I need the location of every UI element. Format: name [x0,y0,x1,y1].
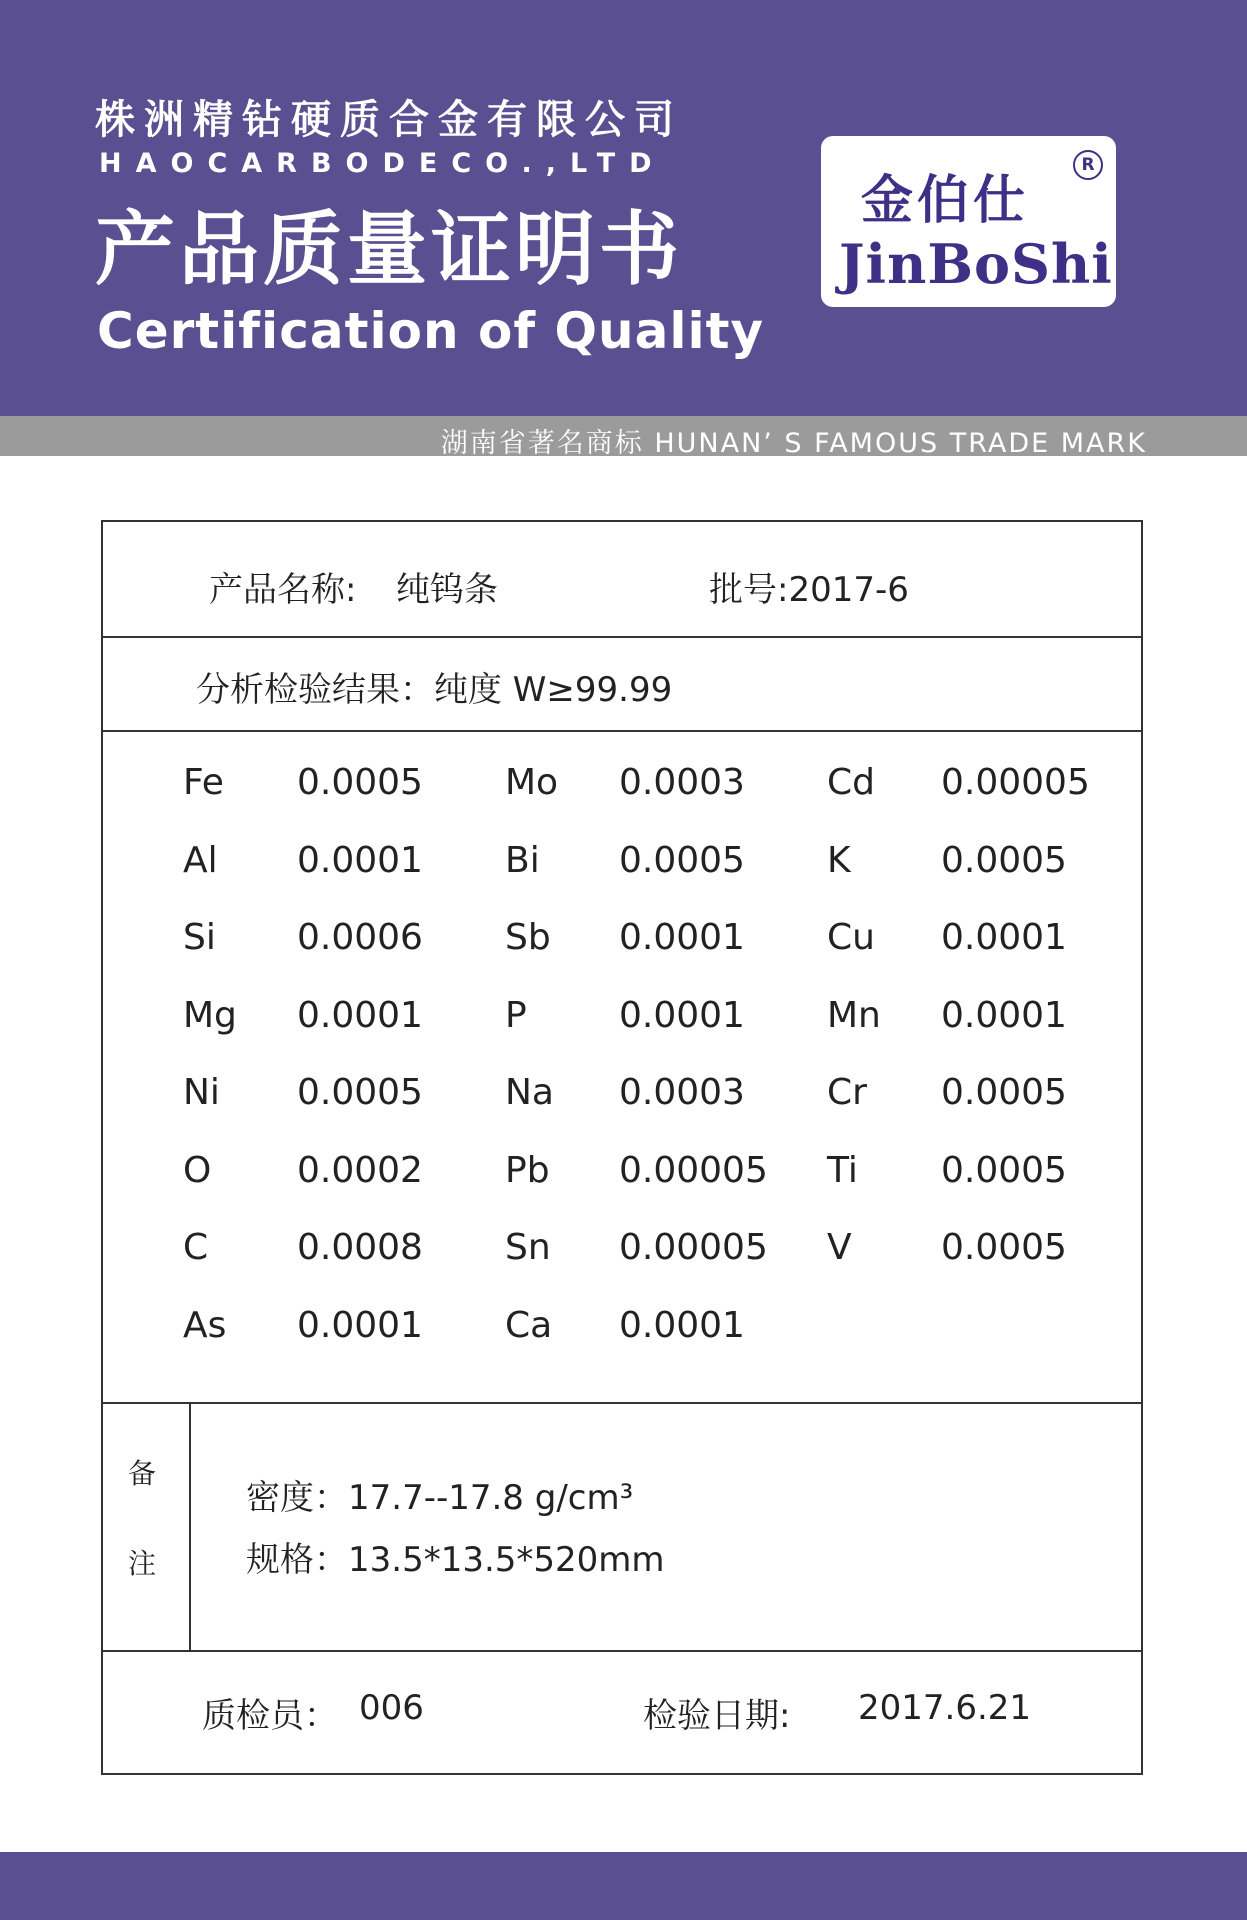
element-value: 0.0002 [297,1149,423,1191]
page-title-en: Certification of Quality [97,302,765,360]
element-value: 0.00005 [619,1227,768,1268]
remarks-column-divider [189,1404,191,1650]
element-symbol: Bi [505,839,540,881]
element-value: 0.0005 [941,1149,1067,1191]
page-title-cn: 产品质量证明书 [95,203,683,296]
element-value: 0.0005 [619,839,745,881]
brand-name-cn: 金伯仕 [861,170,1030,231]
element-symbol: Al [183,839,218,881]
element-value: 0.0008 [297,1227,423,1268]
element-symbol: As [183,1304,227,1346]
element-symbol: Ti [827,1149,858,1191]
element-value: 0.0001 [941,994,1067,1036]
element-symbol: V [827,1227,852,1268]
brand-name-en: JinBoShi [839,232,1113,296]
element-value: 0.00005 [619,1149,768,1191]
product-name-value: 纯钨条 [396,570,498,610]
element-value: 0.0005 [297,1072,423,1113]
element-symbol: Si [183,917,216,958]
element-value: 0.0001 [297,839,423,881]
remarks-label-char: 备 [128,1457,157,1490]
element-symbol: Fe [183,762,224,803]
element-symbol: Ca [505,1304,553,1346]
inspector-value: 006 [359,1688,424,1728]
element-symbol: O [183,1149,212,1191]
element-value: 0.0003 [619,1072,745,1113]
element-symbol: Ni [183,1072,220,1113]
trademark-band [0,416,1247,459]
element-symbol: Cr [827,1072,867,1113]
element-value: 0.0001 [619,917,745,958]
element-symbol: Mg [183,994,237,1036]
element-symbol: Sn [505,1227,551,1268]
company-name-cn: 株洲精钻硬质合金有限公司 [95,97,683,143]
element-value: 0.0005 [941,839,1067,881]
brand-logo [821,136,1116,307]
trademark-text: 湖南省著名商标 HUNAN’ S FAMOUS TRADE MARK [440,428,1147,459]
element-symbol: Na [505,1072,554,1113]
divider [103,1650,1141,1652]
element-value: 0.0005 [941,1227,1067,1268]
header-banner [0,0,1247,416]
inspection-date-label: 检验日期: [643,1696,791,1736]
inspection-date-value: 2017.6.21 [858,1688,1032,1728]
element-value: 0.00005 [941,762,1090,803]
divider [103,1402,1141,1404]
element-symbol: Mo [505,762,559,803]
element-value: 0.0005 [297,762,423,803]
divider [103,730,1141,732]
element-value: 0.0005 [941,1072,1067,1113]
element-symbol: P [505,994,527,1036]
element-value: 0.0001 [941,917,1067,958]
element-symbol: Mn [827,994,881,1036]
analysis-result: 分析检验结果：纯度 W≥99.99 [196,670,673,710]
spec-note: 规格：13.5*13.5*520mm [246,1540,665,1580]
element-symbol: Sb [505,917,551,958]
remarks-label-char: 注 [128,1547,157,1580]
product-name-label: 产品名称: [209,570,357,610]
element-value: 0.0001 [619,1304,745,1346]
inspector-label: 质检员： [202,1696,338,1736]
company-name-en: HAOCARBODECO.,LTD [99,148,666,179]
registered-mark-icon: R [1073,150,1103,180]
footer-banner [0,1852,1247,1920]
element-value: 0.0001 [619,994,745,1036]
element-symbol: Cu [827,917,875,958]
element-value: 0.0003 [619,762,745,803]
certificate-table [101,520,1143,1775]
element-value: 0.0001 [297,994,423,1036]
element-symbol: C [183,1227,209,1268]
density-note: 密度：17.7--17.8 g/cm³ [246,1478,634,1518]
divider [103,636,1141,638]
batch-number: 批号:2017-6 [709,570,909,610]
element-value: 0.0006 [297,917,423,958]
element-symbol: Cd [827,762,875,803]
element-value: 0.0001 [297,1304,423,1346]
element-symbol: K [827,839,851,881]
element-symbol: Pb [505,1149,550,1191]
